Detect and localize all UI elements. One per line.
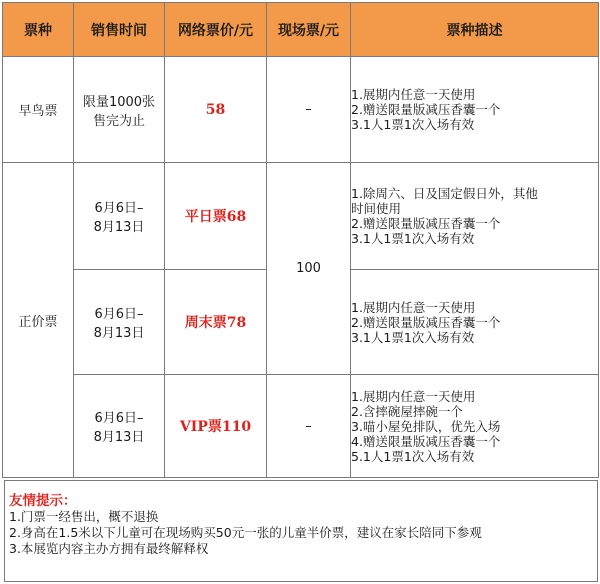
weekend-sale-line2: 8月13日	[93, 326, 145, 341]
vip-sale-line1: 6月6日–	[94, 411, 144, 426]
weekday-sale-time	[74, 163, 165, 270]
weekend-description	[351, 270, 599, 375]
regular-type: 正价票	[3, 163, 74, 478]
desc-line: 2.含摔碗屋摔碗一个	[351, 403, 463, 419]
early-bird-price: 58	[165, 57, 267, 163]
desc-line: 2.赠送限量版减压香囊一个	[351, 314, 501, 330]
weekday-sale-line1: 6月6日–	[94, 201, 144, 216]
desc-line: 5.1人1票1次入场有效	[351, 448, 475, 464]
weekend-price: 周末票78	[165, 270, 267, 375]
table-row-early-bird	[3, 57, 599, 163]
notice-item: 3.本展览内容主办方拥有最终解释权	[9, 541, 209, 556]
header-online-price: 网络票价/元	[165, 3, 267, 57]
table-row-weekday	[3, 163, 599, 270]
vip-sale-line2: 8月13日	[93, 430, 145, 445]
notice-item: 1.门票一经售出，概不退换	[9, 509, 159, 524]
vip-onsite: –	[267, 375, 351, 478]
early-bird-onsite: –	[267, 57, 351, 163]
desc-line: 3.1人1票1次入场有效	[351, 117, 475, 132]
vip-price: VIP票110	[165, 375, 267, 478]
early-bird-sale-line2: 售完为止	[92, 113, 145, 129]
weekday-description	[351, 163, 599, 270]
early-bird-sale-line1: 限量1000张	[82, 94, 156, 110]
weekend-sale-time	[74, 270, 165, 375]
ticket-table	[2, 2, 599, 478]
table-header-row	[3, 3, 599, 57]
desc-line: 4.赠送限量版减压香囊一个	[351, 433, 501, 449]
header-ticket-type: 票种	[3, 3, 74, 57]
desc-line: 3.1人1票1次入场有效	[351, 329, 475, 345]
weekday-sale-line2: 8月13日	[93, 220, 145, 235]
desc-line: 1.展期内任意一天使用	[351, 388, 476, 404]
notice-title: 友情提示：	[9, 493, 77, 509]
header-sale-time: 销售时间	[74, 3, 165, 57]
weekday-price: 平日票68	[165, 163, 267, 270]
header-description: 票种描述	[351, 3, 599, 57]
early-bird-sale-time	[74, 57, 165, 163]
regular-onsite-price: 100	[267, 163, 351, 375]
header-onsite-price: 现场票/元	[267, 3, 351, 57]
table-row-vip	[3, 375, 599, 478]
desc-line: 时间使用	[351, 201, 402, 216]
friendly-notice	[4, 480, 598, 582]
early-bird-description	[351, 57, 599, 163]
weekend-sale-line1: 6月6日–	[94, 307, 144, 322]
desc-line: 1.展期内任意一天使用	[351, 299, 476, 315]
desc-line: 3.喵小屋免排队，优先入场	[351, 418, 501, 434]
early-bird-type: 早鸟票	[3, 57, 74, 163]
desc-line: 3.1人1票1次入场有效	[351, 231, 475, 246]
vip-sale-time	[74, 375, 165, 478]
ticket-price-sheet	[2, 2, 599, 556]
notice-item: 2.身高在1.5米以下儿童可在现场购买50元一张的儿童半价票，建议在家长陪同下参观	[9, 525, 482, 540]
vip-description	[351, 375, 599, 478]
desc-line: 2.赠送限量版减压香囊一个	[351, 216, 501, 231]
desc-line: 2.赠送限量版减压香囊一个	[351, 102, 501, 117]
desc-line: 1.除周六、日及国定假日外，其他	[351, 186, 538, 201]
desc-line: 1.展期内任意一天使用	[351, 87, 476, 102]
